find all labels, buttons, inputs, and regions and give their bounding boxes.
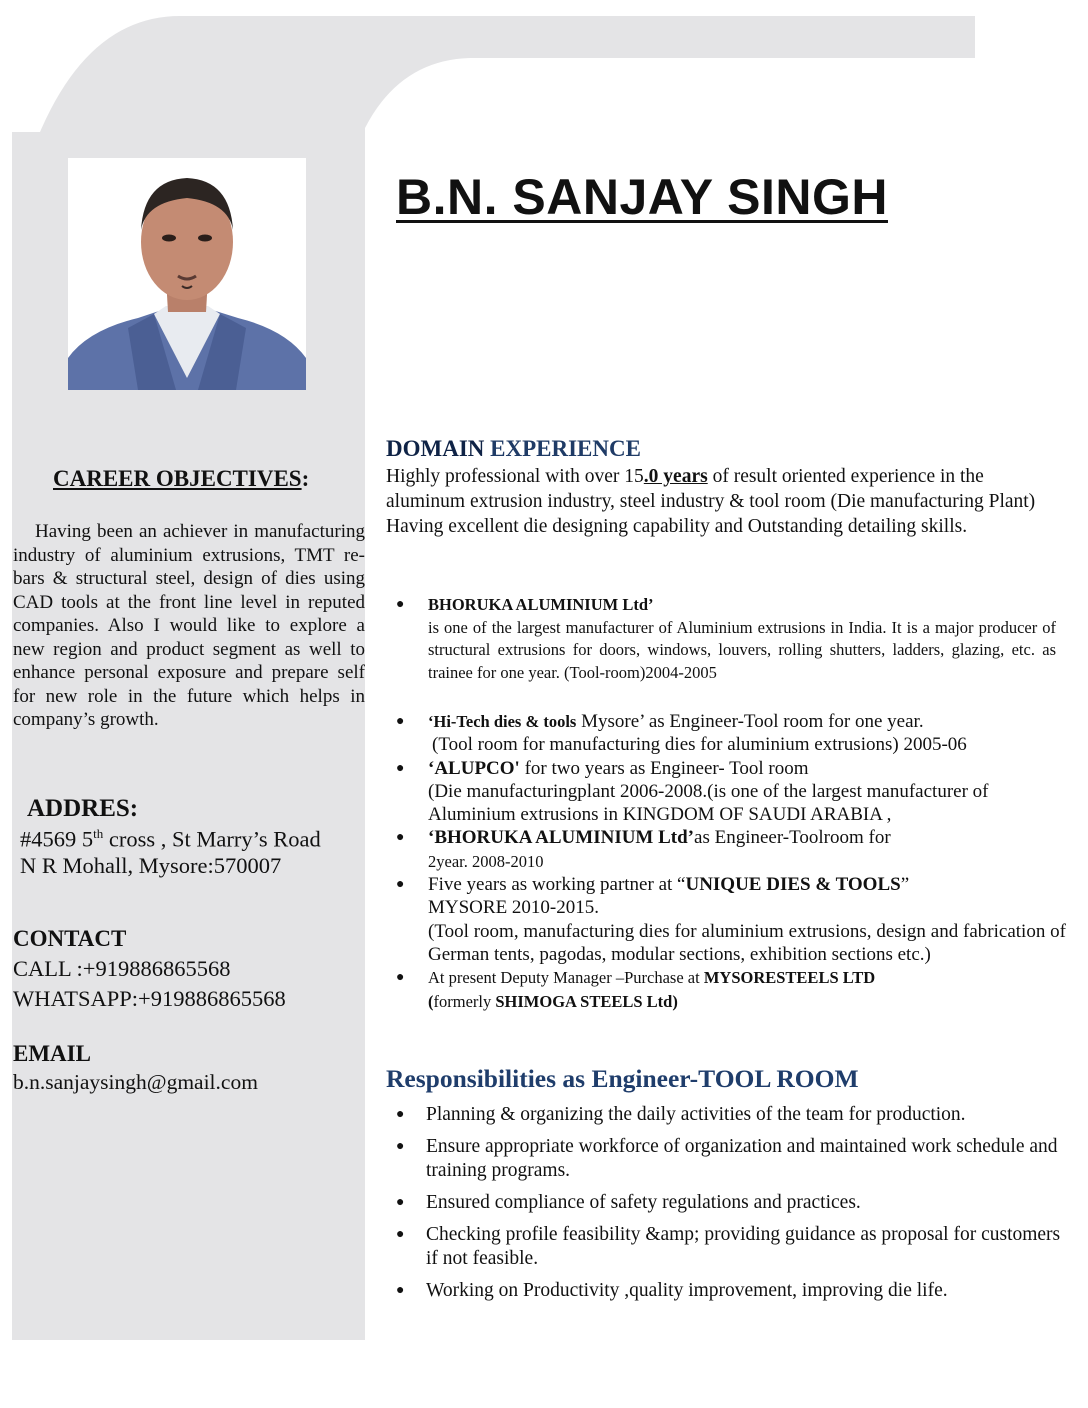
responsibility-text: Planning & organizing the daily activities of the team for production. bbox=[426, 1104, 966, 1125]
bullet-icon: ● bbox=[396, 1227, 405, 1242]
address-line1-rest: cross , St Marry’s Road bbox=[103, 826, 321, 852]
summary-part2: of result oriented experience in the aluminum extrusion industry, steel industry & tool room (Die manufacturing Plant) Having excellent die designing capability and Outstanding detailing skills. bbox=[386, 466, 1036, 537]
experience-role: for two years as Engineer- Tool room bbox=[519, 757, 809, 779]
bullet-icon: ● bbox=[396, 597, 405, 612]
domain-experience-heading bbox=[386, 436, 641, 462]
domain-heading-part1: DOMAIN bbox=[386, 436, 491, 461]
call-number: CALL :+919886865568 bbox=[13, 956, 231, 981]
experience-prefix: At present Deputy Manager –Purchase at bbox=[428, 968, 704, 988]
list-item bbox=[386, 710, 1066, 757]
list-item bbox=[386, 757, 1066, 827]
whatsapp-number: WHATSAPP:+919886865568 bbox=[13, 986, 286, 1011]
experience-description: (Die manufacturingplant 2006-2008.(is one of the largest manufacturer of Aluminium extrusions in KINGDOM OF SAUDI ARABIA , bbox=[428, 780, 989, 826]
address-line-2: N R Mohall, Mysore:570007 bbox=[20, 853, 282, 878]
list-item bbox=[386, 1191, 1066, 1215]
email-heading: EMAIL bbox=[13, 1041, 91, 1066]
experience-list-first bbox=[386, 594, 1056, 684]
bullet-icon: ● bbox=[396, 714, 405, 729]
experience-description: 2year. 2008-2010 bbox=[428, 851, 544, 871]
address-line1-sup: th bbox=[93, 826, 104, 841]
domain-heading-part2: EXPERIENCE bbox=[490, 436, 641, 461]
candidate-name: B.N. SANJAY SINGH bbox=[396, 169, 888, 225]
experience-paren: ( bbox=[428, 991, 434, 1011]
list-item bbox=[386, 1135, 1066, 1183]
experience-location: MYSORE 2010-2015. bbox=[428, 897, 600, 919]
experience-suffix: ” bbox=[900, 874, 910, 896]
experience-description: (Tool room for manufacturing dies for aluminium extrusions) 2005-06 bbox=[432, 734, 967, 756]
responsibility-text: Checking profile feasibility &amp; providing guidance as proposal for customers if not feasible. bbox=[426, 1224, 1061, 1269]
experience-company: ‘Hi-Tech dies & tools bbox=[428, 712, 577, 731]
bullet-icon: ● bbox=[396, 1107, 405, 1122]
address-line-1 bbox=[20, 826, 321, 853]
experience-company: UNIQUE DIES & TOOLS bbox=[685, 874, 901, 896]
experience-description: (Tool room, manufacturing dies for aluminium extrusions, design and fabrication of German tents, pagodas, modular sections, exhibition sections etc.) bbox=[428, 920, 1066, 965]
career-heading-text: CAREER OBJECTIVES bbox=[53, 466, 302, 491]
experience-prefix: Five years as working partner at “ bbox=[428, 874, 686, 896]
list-item bbox=[386, 1279, 1066, 1303]
summary-part1: Highly professional with over 15 bbox=[386, 466, 644, 487]
bullet-icon: ● bbox=[396, 970, 405, 986]
address-line1-prefix: #4569 5 bbox=[20, 826, 94, 852]
experience-company: BHORUKA ALUMINIUM Ltd’ bbox=[428, 595, 654, 614]
career-objectives-heading bbox=[53, 466, 309, 492]
list-item bbox=[386, 873, 1066, 966]
contact-heading: CONTACT bbox=[13, 926, 127, 951]
responsibilities-heading: Responsibilities as Engineer-TOOL ROOM bbox=[386, 1064, 859, 1093]
email-address: b.n.sanjaysingh@gmail.com bbox=[13, 1070, 258, 1094]
responsibility-text: Ensured compliance of safety regulations and practices. bbox=[426, 1192, 861, 1213]
address-heading: ADDRES: bbox=[27, 795, 139, 822]
bullet-icon: ● bbox=[396, 877, 405, 893]
responsibilities-list bbox=[386, 1103, 1066, 1311]
experience-formerly: formerly bbox=[433, 991, 496, 1011]
profile-photo bbox=[68, 158, 306, 390]
list-item bbox=[386, 1103, 1066, 1127]
career-heading-colon: : bbox=[301, 466, 310, 491]
experience-description: is one of the largest manufacturer of Aluminium extrusions in India. It is a major producer of structural extrusions for doors, windows, louvers, rolling shutters, ladders, glazing, etc. as trainee for one year. (Tool-room)2004-2005 bbox=[428, 617, 1056, 682]
bullet-icon: ● bbox=[396, 830, 405, 846]
bullet-icon: ● bbox=[396, 1139, 405, 1154]
summary-years: .0 years bbox=[643, 466, 708, 487]
responsibility-text: Working on Productivity ,quality improvement, improving die life. bbox=[426, 1280, 948, 1301]
bullet-icon: ● bbox=[396, 1283, 405, 1298]
list-item bbox=[386, 1223, 1066, 1271]
experience-list bbox=[386, 710, 1066, 1013]
list-item bbox=[386, 594, 1056, 684]
responsibility-text: Ensure appropriate workforce of organization and maintained work schedule and training programs. bbox=[426, 1136, 1058, 1181]
experience-company: MYSORESTEELS LTD bbox=[703, 968, 876, 988]
list-item bbox=[386, 966, 1066, 1013]
experience-company: ‘ALUPCO' bbox=[428, 757, 520, 779]
experience-company: ‘BHORUKA ALUMINIUM Ltd’ bbox=[428, 827, 695, 849]
experience-role: Mysore’ as Engineer-Tool room for one year. bbox=[576, 711, 924, 732]
experience-role: as Engineer-Toolroom for bbox=[694, 827, 891, 849]
domain-summary bbox=[386, 464, 1056, 539]
career-objectives-text: Having been an achiever in manufacturing industry of aluminium extrusions, TMT re-bars & structural steel, design of dies using CAD tools at the front line level in reputed companies. Also I would like to explore a new region and product segment as well to enhance personal exposure and prepare self for new role in the future which helps in company’s growth. bbox=[13, 521, 365, 730]
bullet-icon: ● bbox=[396, 760, 405, 776]
list-item bbox=[386, 826, 1066, 873]
experience-former-company: SHIMOGA STEELS Ltd) bbox=[495, 991, 678, 1011]
bullet-icon: ● bbox=[396, 1195, 405, 1210]
